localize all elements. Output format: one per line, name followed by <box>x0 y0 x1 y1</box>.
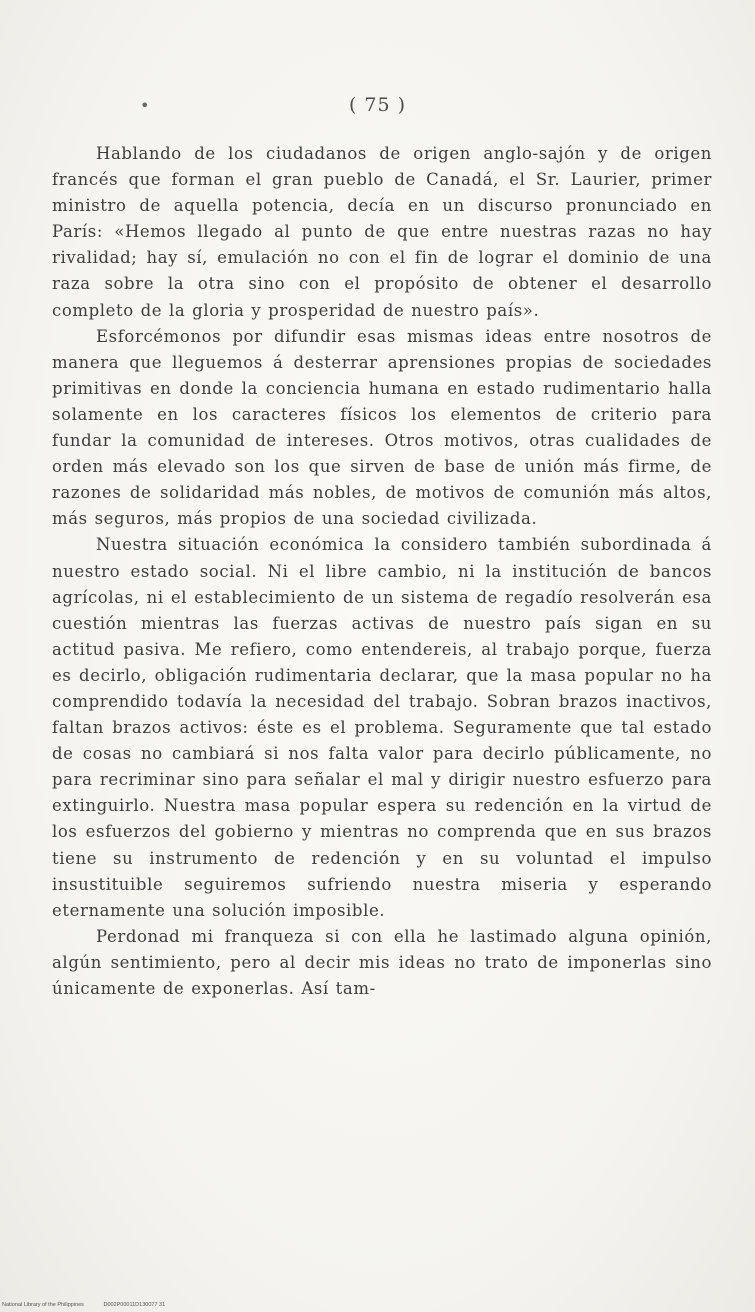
decorative-dot: • <box>140 96 150 115</box>
footer-library: National Library of the Philippines <box>2 1302 84 1308</box>
page-number: ( 75 ) <box>348 94 407 116</box>
body-text <box>52 141 712 1002</box>
paragraph-1: Hablando de los ciudadanos de origen anglo-sajón y de origen francés que forman el gran pueblo de Canadá, el Sr. Laurier, primer ministro de aquella potencia, decía en un discurso pronunciado en París: «Hemos llegado al punto de que entre nuestras razas no hay rivalidad; hay sí, emulación no con el fin de lograr el dominio de una raza sobre la otra sino con el propósito de obtener el desarrollo completo de la gloria y prosperidad de nuestro país». <box>52 144 712 320</box>
paragraph-4: Perdonad mi franqueza si con ella he lastimado alguna opinión, algún sentimiento, pero al decir mis ideas no trato de imponerlas sino únicamente de exponerlas. Así tam- <box>52 926 712 998</box>
scan-footer <box>2 1302 183 1308</box>
paragraph-2: Esforcémonos por difundir esas mismas ideas entre nosotros de manera que lleguemos á desterrar aprensiones propias de sociedades primitivas en donde la conciencia humana en estado rudimentario halla solamente en los caracteres físicos los elementos de criterio para fundar la comunidad de intereses. Otros motivos, otras cualidades de orden más elevado son los que sirven de base de unión más firme, de razones de solidaridad más nobles, de motivos de comunión más altos, más seguros, más propios de una sociedad civilizada. <box>52 326 712 529</box>
footer-code: D002P00011D130077 31 <box>103 1302 166 1308</box>
paragraph-3: Nuestra situación económica la considero también subordinada á nuestro estado social. Ni el libre cambio, ni la institución de bancos agrícolas, ni el establecimiento de un sistema de regadío resolverán esa cuestión mientras las fuerzas activas de nuestro país sigan en su actitud pasiva. Me refiero, como entendereis, al trabajo porque, fuerza es decirlo, obligación rudimentaria declarar, que la masa popular no ha comprendido todavía la necesidad del trabajo. Sobran brazos inactivos, faltan brazos activos: éste es el problema. Seguramente que tal estado de cosas no cambiará si nos falta valor para decirlo públicamente, no para recriminar sino para señalar el mal y dirigir nuestro esfuerzo para extinguirlo. Nuestra masa popular espera su redención en la virtud de los esfuerzos del gobierno y mientras no comprenda que en sus brazos tiene su instrumento de redención y en su voluntad el impulso insustituible seguiremos sufriendo nuestra miseria y esperando eternamente una solución imposible. <box>52 535 712 920</box>
